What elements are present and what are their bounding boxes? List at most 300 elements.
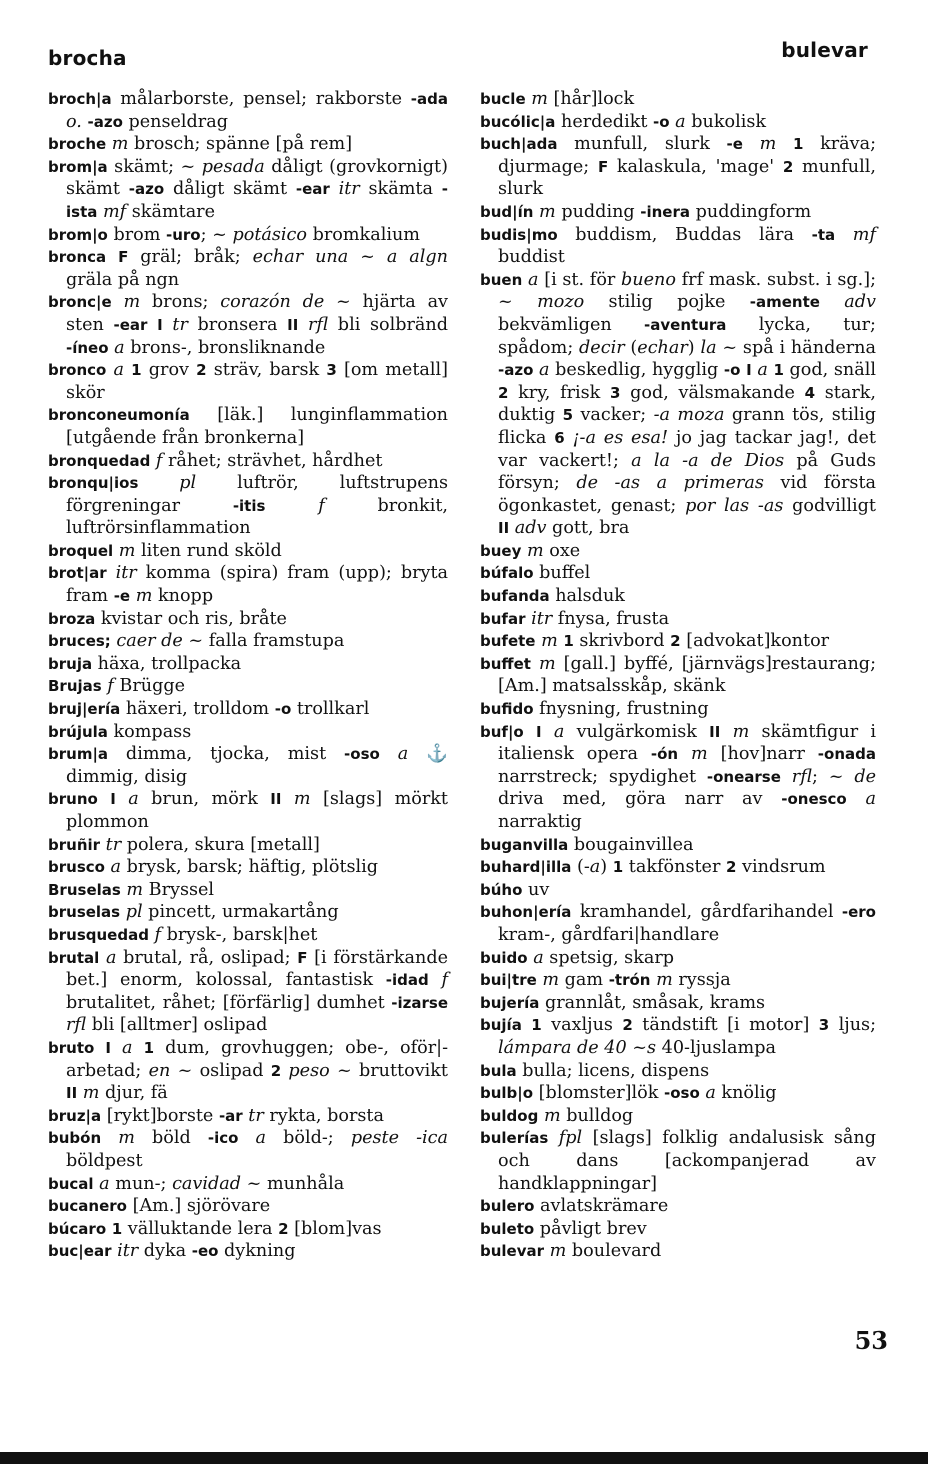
dictionary-entry [48, 133, 448, 156]
entry-text: sträv, barsk [206, 360, 327, 381]
entry-text [835, 225, 853, 245]
dictionary-entry [48, 404, 448, 449]
entry-text: 1 [792, 135, 804, 154]
entry-text: I [157, 315, 163, 334]
entry-text: corazón de [220, 292, 325, 313]
entry-text: komma (spira) fram (upp); bryta fram [66, 563, 448, 607]
dictionary-entry [480, 630, 876, 653]
entry-text: a [397, 744, 409, 765]
entry-text: ; ~ [811, 766, 855, 787]
dictionary-entry [48, 788, 448, 833]
entry-text: -oso [663, 1084, 700, 1103]
entry-text: brutalitet, råhet; [förfärlig] dumhet [66, 992, 392, 1013]
entry-text: stark, duktig [498, 382, 876, 426]
entry-text [531, 654, 539, 674]
entry-text: o. [66, 111, 82, 132]
dictionary-entry [480, 879, 876, 902]
entry-headword: Brujas [48, 677, 102, 696]
entry-headword: brusquedad [48, 925, 149, 944]
entry-text: m [538, 653, 556, 674]
entry-text: ) [687, 337, 701, 358]
dictionary-entry [48, 1127, 448, 1172]
entry-text: pincett, urmakartång [142, 902, 339, 923]
dictionary-entry [480, 1240, 876, 1263]
entry-text: [i st. för [538, 269, 622, 290]
entry-text: ~ hjärta av sten [66, 292, 448, 335]
entry-headword: bucal [48, 1174, 94, 1193]
entry-text: dåligt skämt [164, 179, 296, 200]
running-head-left: brocha [48, 46, 127, 70]
entry-text [820, 292, 844, 312]
entry-text: frf mask. subst. i sg.]; ~ [498, 269, 877, 313]
entry-text: f [154, 924, 162, 945]
entry-text: -onearse [706, 767, 781, 786]
entry-headword: bucle [480, 90, 526, 108]
entry-text: herdedikt [555, 111, 654, 132]
entry-text: f [318, 495, 325, 516]
entry-text [330, 179, 339, 199]
entry-headword: bubón [48, 1129, 102, 1148]
entry-text: mf [852, 224, 876, 245]
dictionary-entry [480, 88, 876, 111]
entry-text: pl [125, 902, 143, 923]
entry-text: häxeri, trolldom [120, 699, 275, 720]
dictionary-entry [480, 992, 876, 1015]
entry-headword: búfalo [480, 564, 534, 583]
entry-text: trollkarl [291, 699, 370, 720]
entry-text [99, 948, 106, 968]
entry-headword: bronco [48, 361, 107, 380]
dictionary-entry [48, 1240, 448, 1263]
entry-headword: bulerías [480, 1129, 549, 1148]
entry-text: -azo [128, 180, 165, 199]
entry-text: på Guds försyn; [498, 450, 876, 494]
dictionary-entry [48, 698, 448, 721]
entry-text: liten rund sköld [135, 540, 282, 561]
entry-text: 1 [531, 1016, 542, 1035]
entry-text: -inera [640, 202, 691, 221]
entry-text [138, 473, 179, 493]
page-edge [0, 1452, 928, 1464]
entry-text: brutal, rå, oslipad; [116, 947, 298, 968]
entry-headword: buhon|ería [480, 903, 572, 922]
dictionary-entry [48, 224, 448, 247]
entry-text: 3 [610, 383, 621, 402]
entry-text: [om metall] skör [66, 360, 449, 403]
dictionary-entry [48, 291, 448, 359]
entry-text: -e [726, 135, 743, 154]
dictionary-entry [48, 1173, 448, 1196]
entry-text [548, 1128, 558, 1148]
entry-text: -o [653, 112, 670, 131]
entry-text [94, 1038, 105, 1058]
entry-text: påvligt brev [534, 1218, 647, 1239]
entry-text: -e [113, 587, 131, 606]
entry-text: m [549, 1241, 567, 1262]
entry-text: -ista [66, 180, 449, 221]
entry-text [429, 970, 442, 990]
entry-text: kräva; djurmage; [498, 134, 877, 177]
entry-text: caer de [116, 631, 183, 652]
entry-text: -a moza [653, 405, 725, 426]
entry-text: ; ~ [200, 224, 233, 245]
dictionary-entry [480, 653, 876, 698]
dictionary-entry [48, 540, 448, 563]
entry-headword: broquel [48, 541, 114, 560]
entry-text: fnysa, frusta [552, 608, 670, 629]
entry-headword: buc|ear [48, 1242, 112, 1261]
entry-text: itr [115, 563, 137, 584]
entry-text [107, 563, 116, 583]
entry-text: 1 [131, 361, 142, 380]
entry-headword: bruto [48, 1038, 95, 1057]
entry-text: f [441, 970, 448, 991]
entry-text: dykning [218, 1241, 296, 1262]
entry-text: häxa, trollpacka [92, 653, 242, 674]
entry-text: Bryssel [143, 879, 215, 900]
entry-text: m [541, 631, 558, 652]
dictionary-entry [48, 834, 448, 857]
entry-headword: bula [480, 1061, 517, 1080]
dictionary-entry [48, 675, 448, 698]
entry-text: rykta, borsta [263, 1105, 384, 1126]
entry-text: lámpara de 40 ~s [498, 1037, 657, 1058]
dictionary-entry [48, 359, 448, 404]
entry-text: narrstreck; spydighet [498, 766, 707, 787]
dictionary-entry [480, 856, 876, 879]
entry-text: skämtare [126, 201, 216, 222]
dictionary-entry [48, 924, 448, 947]
dictionary-entry [480, 947, 876, 970]
dictionary-entry [480, 111, 876, 134]
entry-text [298, 315, 308, 335]
entry-text: adv [844, 292, 876, 313]
dictionary-entry [48, 721, 448, 744]
entry-text: kvistar och ris, bråte [95, 608, 287, 629]
entry-text: 1 [111, 1219, 123, 1238]
entry-text: ~ munhåla [241, 1173, 345, 1194]
entry-text: -onesco [781, 790, 847, 809]
entry-text: 2 [196, 361, 207, 380]
entry-headword: bruno [48, 790, 98, 809]
entry-text: ⚓ dimmig, disig [66, 744, 448, 787]
entry-text: narraktig [498, 812, 582, 832]
entry-headword: buffet [480, 654, 531, 673]
dictionary-entry [48, 1037, 448, 1105]
entry-text [542, 722, 554, 742]
dictionary-entry [48, 88, 448, 133]
entry-text: m [118, 540, 136, 561]
entry-text: -izarse [391, 993, 448, 1012]
dictionary-entry [480, 1218, 876, 1241]
entry-text: a [110, 857, 122, 878]
entry-headword: bufanda [480, 587, 550, 606]
entry-text: a [128, 789, 139, 810]
entry-text: munfull, slurk [498, 156, 876, 200]
entry-text: -oso [344, 745, 380, 764]
entry-headword: bufar [480, 609, 526, 628]
entry-text: buddism, Buddas lära [557, 224, 812, 245]
entry-text: itr [117, 1241, 139, 1262]
entry-text: tr [248, 1105, 264, 1126]
entry-text: bli [alltmer] oslipad [86, 1015, 268, 1036]
entry-text: dåligt (grovkornigt) skämt [66, 156, 448, 200]
entry-text: brom [107, 224, 166, 245]
dictionary-entry [48, 562, 448, 607]
entry-text: bekvämligen [498, 314, 645, 335]
entry-text: -ear [295, 180, 330, 199]
entry-text: kramhandel, gårdfarihandel [571, 902, 842, 923]
entry-headword: bruj|ería [48, 700, 121, 719]
entry-text: 2 [670, 632, 681, 651]
entry-text: bli solbränd [328, 314, 448, 335]
dictionary-entry [48, 630, 448, 653]
entry-headword: bronca [48, 248, 107, 267]
entry-text: driva med, göra narr av [498, 789, 782, 810]
entry-text: 1 [773, 361, 784, 380]
entry-text: m [82, 1083, 100, 1104]
entry-text: mun-; [109, 1173, 173, 1194]
entry-text: god, snäll [783, 360, 876, 381]
entry-text: gräla på ngn [66, 269, 180, 290]
dictionary-entry [48, 901, 448, 924]
entry-text: buffel [533, 563, 591, 584]
entry-text: vindsrum [736, 857, 826, 878]
entry-text: målarborste, pensel; rakborste [111, 89, 411, 109]
entry-text: kompass [107, 721, 192, 742]
entry-text: ljus; [829, 1015, 876, 1036]
dictionary-entry [48, 450, 448, 473]
entry-headword: bulevar [480, 1242, 545, 1261]
entry-text: -o [274, 700, 292, 719]
entry-text: -onada [817, 745, 876, 764]
entry-text: skrivbord [573, 631, 671, 652]
entry-text: [hår]lock [547, 89, 635, 109]
entry-text: m [126, 879, 144, 900]
entry-text: m [759, 134, 777, 155]
dictionary-entry [48, 1105, 448, 1128]
entry-text: 2 [270, 1061, 282, 1080]
dictionary-entry [480, 1014, 876, 1059]
entry-text: takfönster [623, 857, 726, 878]
entry-headword: bruces; [48, 632, 111, 651]
entry-text: bueno [621, 269, 676, 290]
entry-text: brysk-, barsk|het [161, 924, 318, 945]
entry-text: kalaskula, 'mage' [608, 156, 783, 177]
entry-headword: bruselas [48, 903, 121, 922]
entry-headword: buhard|illa [480, 858, 572, 877]
entry-text: la [700, 337, 717, 358]
entry-text: II [498, 519, 510, 538]
entry-headword: buldog [480, 1106, 539, 1125]
entry-headword: bujía [480, 1016, 522, 1035]
dictionary-entry [48, 608, 448, 631]
entry-headword: buen [480, 270, 523, 289]
entry-text: echar una [252, 247, 349, 268]
entry-text: 2 [725, 858, 737, 877]
entry-text: ) [600, 857, 613, 878]
entry-text: 1 [563, 632, 574, 651]
entry-text: I [535, 722, 542, 741]
entry-text: a [675, 111, 686, 132]
entry-text: f [155, 450, 163, 471]
right-column [480, 88, 876, 1263]
dictionary-entry [480, 698, 876, 721]
entry-text: boulevard [566, 1241, 662, 1262]
entry-text: [blom]vas [288, 1218, 382, 1239]
entry-text: itr [338, 179, 360, 200]
entry-text: I [746, 361, 752, 380]
entry-text: grann tös, stilig flicka [498, 405, 876, 448]
entry-headword: bruz|a [48, 1106, 102, 1125]
entry-text: a la -a de Dios [631, 450, 785, 471]
entry-text: [Am.] sjörövare [126, 1196, 271, 1217]
entry-text: a [553, 721, 565, 742]
entry-headword: bud|ín [480, 202, 534, 221]
entry-text: adv [514, 518, 547, 539]
entry-text: ~ falla framstupa [182, 631, 345, 652]
entry-text: luftrör, luftstrupens förgreningar [66, 473, 449, 516]
entry-headword: broch|a [48, 90, 112, 108]
entry-headword: budis|mo [480, 225, 558, 244]
entry-text: -ar [218, 1106, 243, 1125]
entry-text: 2 [498, 383, 509, 402]
entry-text: ( [624, 337, 638, 358]
entry-text: dum, grovhuggen; obe-, oför|-arbetad; [66, 1037, 449, 1081]
entry-headword: bufete [480, 632, 536, 651]
entry-text: -trón [608, 971, 651, 990]
dictionary-entry [48, 879, 448, 902]
entry-text: välluktande lera [122, 1218, 279, 1239]
entry-headword: broche [48, 135, 107, 154]
entry-text: m [118, 1128, 135, 1149]
entry-text: m [531, 89, 548, 109]
entry-text: bulla; licens, dispens [516, 1060, 710, 1081]
entry-text [522, 1015, 531, 1035]
entry-text: -íneo [66, 338, 109, 357]
entry-headword: bruñir [48, 835, 101, 854]
entry-text [106, 247, 118, 267]
entry-text: -itis [232, 496, 266, 515]
entry-text: a [865, 789, 876, 810]
entry-text: 2 [278, 1219, 289, 1238]
entry-text: puddingform [690, 201, 812, 222]
entry-text: bulldog [560, 1105, 634, 1126]
entry-text: munfull, slurk [557, 134, 727, 155]
entry-headword: búho [480, 880, 523, 899]
entry-text: echar [637, 337, 688, 358]
entry-text: rfl [66, 1015, 87, 1036]
entry-text: tändstift [i motor] [632, 1015, 819, 1036]
entry-text: bougainvillea [568, 834, 694, 855]
entry-text: F [297, 948, 308, 967]
entry-text: -ada [410, 90, 448, 108]
entry-text: -ón [650, 745, 679, 764]
dictionary-entry [480, 562, 876, 585]
entry-text [743, 134, 760, 154]
entry-text: gott, bra [546, 518, 630, 539]
entry-text: grannlåt, småsak, krams [539, 992, 766, 1013]
entry-headword: brom|o [48, 225, 108, 244]
entry-text: Brügge [113, 676, 186, 697]
dictionary-entry [480, 585, 876, 608]
entry-text: f [107, 676, 114, 697]
entry-text: en [148, 1060, 171, 1081]
entry-text: knopp [152, 586, 214, 607]
entry-text: bronkit, luftrörsinflammation [66, 495, 449, 539]
entry-text: -o [723, 361, 741, 380]
entry-text: ~ [348, 247, 387, 268]
entry-text: a [528, 269, 539, 290]
entry-text: uv [522, 879, 550, 900]
entry-headword: bulb|o [480, 1084, 534, 1103]
entry-text [265, 496, 318, 516]
entry-text: itr [531, 608, 553, 629]
entry-text: II [270, 790, 282, 809]
dictionary-entry [480, 721, 876, 834]
entry-text: halsduk [549, 586, 625, 607]
entry-text: brysk, barsk; häftig, plötslig [121, 857, 379, 878]
entry-text: godvilligt [783, 495, 876, 516]
dictionary-entry [48, 653, 448, 676]
entry-text: rfl [791, 766, 812, 787]
entry-text: avlatskrämare [534, 1196, 669, 1217]
entry-text: polera, skura [metall] [121, 834, 320, 855]
entry-headword: buido [480, 948, 528, 967]
entry-text: pesada [201, 156, 265, 177]
entry-text [678, 744, 691, 764]
entry-text: [slags] folklig andalusisk sång och dans [ackompanjerad av handklappningar] [498, 1128, 877, 1194]
entry-headword: broza [48, 609, 96, 628]
entry-headword: buch|ada [480, 135, 558, 154]
entry-text: brons; [140, 292, 221, 313]
entry-text: -azo [498, 361, 534, 380]
entry-text [133, 1038, 144, 1058]
entry-text: gräl; bråk; [128, 247, 253, 268]
entry-text [163, 315, 173, 335]
running-head-right: bulevar [781, 38, 868, 62]
entry-text: 40-ljuslampa [656, 1037, 776, 1058]
entry-text: brosch; spänne [på rem] [128, 134, 353, 155]
entry-text: penseldrag [122, 111, 228, 132]
entry-text: 5 [562, 406, 574, 425]
entry-text: m [539, 201, 556, 222]
entry-text: m [691, 744, 708, 765]
entry-headword: buleto [480, 1219, 535, 1238]
entry-headword: brújula [48, 722, 108, 741]
entry-headword: bulero [480, 1197, 535, 1216]
entry-headword: brusco [48, 858, 105, 877]
entry-text: buddist [498, 247, 565, 268]
entry-text [111, 1038, 122, 1058]
entry-text: fpl [558, 1128, 583, 1149]
entry-text: a algn [386, 247, 448, 268]
dictionary-entry [480, 540, 876, 563]
dictionary-entry [480, 1082, 876, 1105]
entry-headword: bucanero [48, 1197, 127, 1216]
dictionary-entry [48, 472, 448, 540]
entry-headword: bronquedad [48, 451, 151, 470]
entry-text: a [99, 1173, 110, 1194]
entry-text: lycka, tur; spådom; [498, 314, 876, 358]
entry-text: djur, fä [99, 1083, 168, 1104]
entry-text: vacker; [573, 405, 654, 426]
entry-text: -ico [207, 1129, 239, 1148]
entry-text: a [122, 1037, 133, 1058]
dictionary-entry [48, 947, 448, 1037]
entry-text: por las -as [685, 495, 784, 516]
entry-text: a [255, 1128, 267, 1149]
